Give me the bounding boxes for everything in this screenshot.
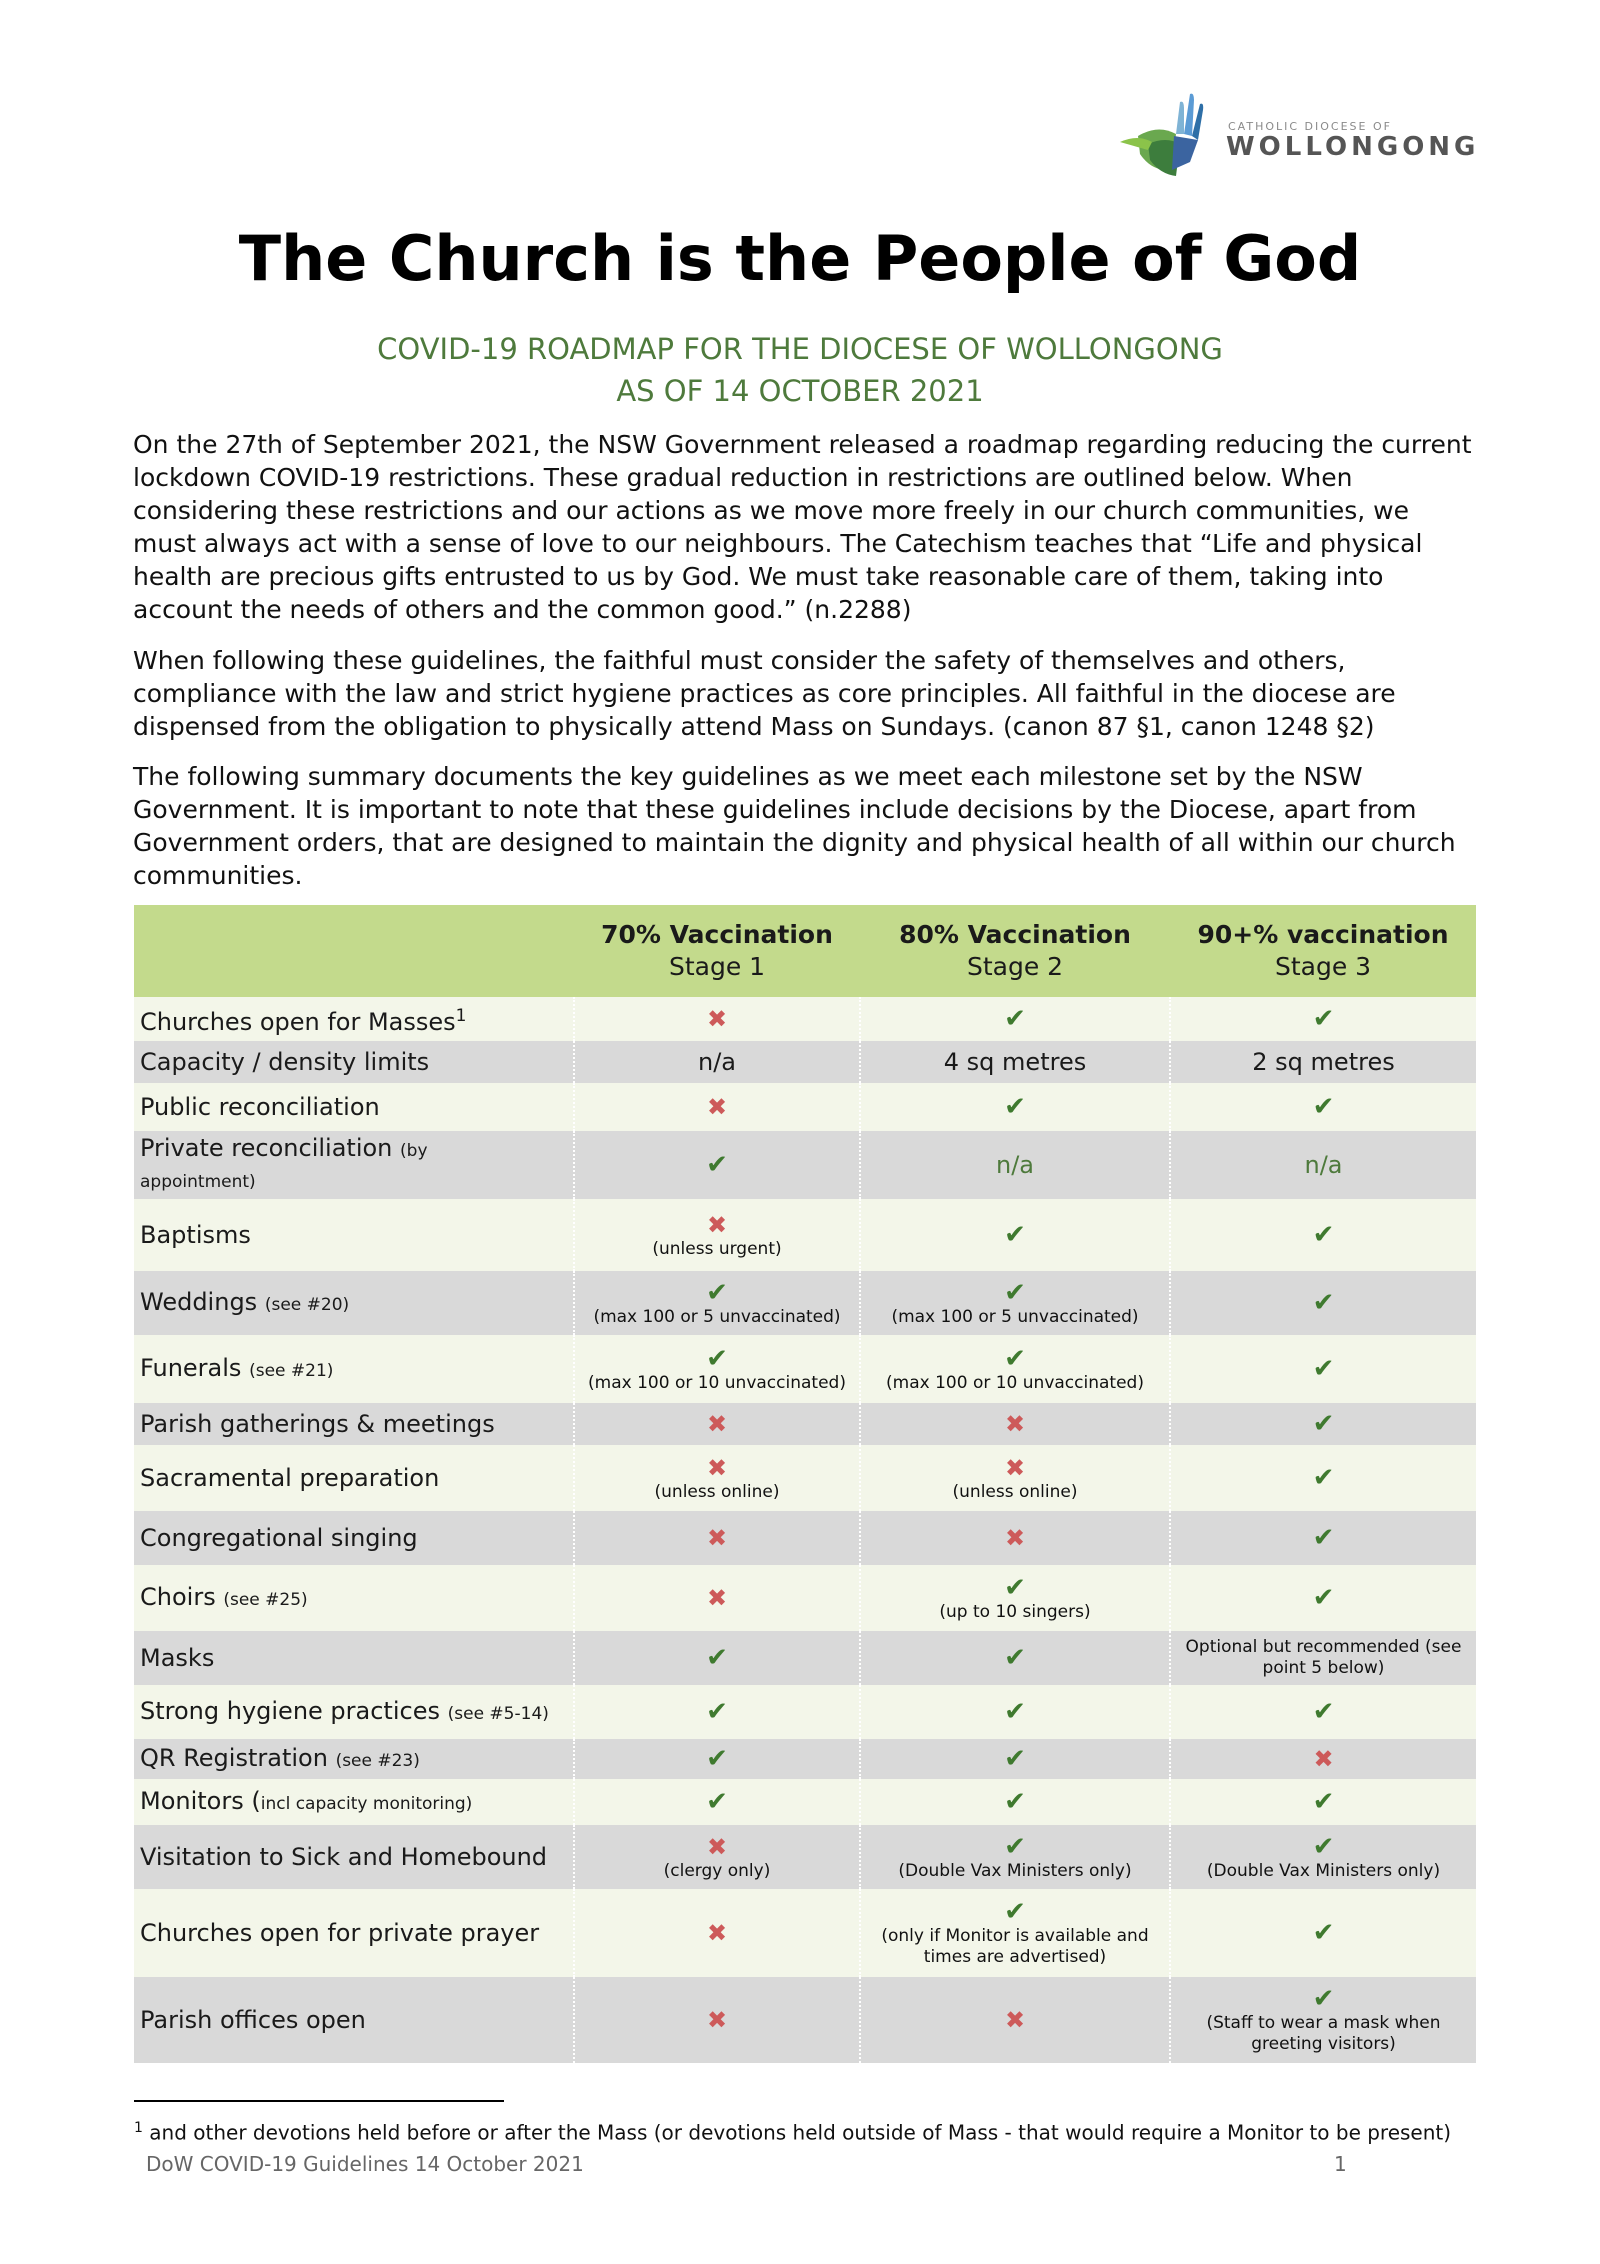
row-label-text: Churches open for Masses: [140, 1008, 456, 1036]
stage-1-cell: [574, 1685, 860, 1739]
cross-icon: ✖: [1004, 1453, 1026, 1482]
table-body: [134, 997, 1476, 2063]
check-icon: ✔: [1004, 1220, 1026, 1250]
guidelines-paragraph: When following these guidelines, the faithful must consider the safety of themselves and others, compliance with the law and strict hygiene practices as core principles. All faithful in the diocese are dispensed from the obligation to physically attend Mass on Sundays. (canon 87 §1, canon 1248 §2): [133, 646, 1396, 741]
footnote-mark: 1: [134, 2120, 143, 2136]
row-label: [134, 1445, 574, 1511]
table-row: [134, 1403, 1476, 1445]
check-icon: ✔: [1004, 1572, 1026, 1603]
cell-note: (max 100 or 5 unvaccinated): [891, 1306, 1139, 1327]
stage-1-cell: [574, 1889, 860, 1977]
table-row: [134, 1685, 1476, 1739]
check-icon: ✔: [1004, 1343, 1026, 1374]
stage-3-cell: [1170, 1739, 1476, 1779]
row-label-note: (see #21): [249, 1360, 334, 1381]
check-icon: ✔: [1312, 1583, 1335, 1613]
stage-2-cell: [860, 1631, 1170, 1685]
cell-value: n/a: [697, 1048, 736, 1076]
stage-1-cell: [574, 1511, 860, 1565]
stage-3-cell: [1170, 1565, 1476, 1631]
check-icon: ✔: [1312, 1354, 1335, 1384]
footer-page-number: 1: [1334, 2152, 1347, 2176]
cell-note: (max 100 or 10 unvaccinated): [588, 1372, 846, 1393]
row-label-note: (by: [400, 1141, 428, 1161]
stage-1-cell: [574, 1631, 860, 1685]
row-label: [134, 1631, 574, 1685]
check-icon: ✔: [706, 1643, 728, 1673]
check-icon: ✔: [1004, 1831, 1026, 1862]
stage-2-cell: [860, 1445, 1170, 1511]
cross-icon: ✖: [706, 1524, 728, 1552]
row-label-text: QR Registration: [140, 1743, 328, 1772]
cell-value: 2 sq metres: [1252, 1048, 1395, 1076]
stage-3-cell: [1170, 1403, 1476, 1445]
row-label: [134, 997, 574, 1041]
cross-icon: ✖: [706, 1584, 728, 1612]
check-icon: ✔: [1312, 1831, 1335, 1862]
stage-3-cell: [1170, 1511, 1476, 1565]
page-subtitle: [0, 328, 1600, 412]
row-label-note: (see #25): [223, 1589, 308, 1610]
stage-1-cell: [574, 1825, 860, 1889]
check-icon: ✔: [1004, 1787, 1026, 1817]
check-icon: ✔: [1312, 1463, 1335, 1493]
row-label-text: Parish gatherings & meetings: [140, 1410, 495, 1438]
stage-3-cell: [1170, 1631, 1476, 1685]
row-label-text: Visitation to Sick and Homebound: [140, 1843, 548, 1871]
table-row: [134, 997, 1476, 1041]
stage-1-cell: [574, 1739, 860, 1779]
cross-icon: ✖: [1004, 2006, 1026, 2034]
check-icon: ✔: [706, 1277, 728, 1308]
cell-note: (clergy only): [663, 1860, 771, 1881]
check-icon: ✔: [1004, 1697, 1026, 1727]
table-row: [134, 1445, 1476, 1511]
stage-2-cell: [860, 1565, 1170, 1631]
cell-note: (only if Monitor is available and times are advertised): [881, 1926, 1149, 1967]
cell-note: (max 100 or 10 unvaccinated): [886, 1372, 1144, 1393]
row-label-footnote-mark: 1: [455, 1006, 467, 1026]
cell-note: (Double Vax Ministers only): [898, 1860, 1132, 1881]
check-icon: ✔: [706, 1343, 728, 1374]
stage-1-cell: [574, 1271, 860, 1335]
row-label: [134, 1977, 574, 2063]
cell-note: (max 100 or 5 unvaccinated): [593, 1306, 841, 1327]
hands-logo-icon: [1118, 84, 1218, 184]
check-icon: ✔: [1312, 1409, 1335, 1439]
table-row: [134, 1083, 1476, 1131]
check-icon: ✔: [1312, 1918, 1335, 1948]
row-label: [134, 1335, 574, 1403]
row-label: [134, 1511, 574, 1565]
stage-2-cell: [860, 1335, 1170, 1403]
cell-value: Optional but recommended (see point 5 below): [1185, 1637, 1462, 1678]
cross-icon: ✖: [706, 1410, 728, 1438]
row-label: [134, 1565, 574, 1631]
stage-2-cell: [860, 1131, 1170, 1199]
row-label: [134, 1271, 574, 1335]
stage-3-cell: [1170, 1335, 1476, 1403]
row-label: [134, 1199, 574, 1271]
stage-3-cell: [1170, 1083, 1476, 1131]
row-label-note-continued: appointment): [140, 1172, 256, 1192]
table-row: [134, 1889, 1476, 1977]
row-label-text: Funerals: [140, 1353, 242, 1382]
cross-icon: ✖: [706, 1832, 728, 1861]
cross-icon: ✖: [1004, 1410, 1026, 1438]
cell-note: (unless online): [654, 1481, 780, 1502]
row-label-text: Monitors (: [140, 1786, 261, 1815]
row-label: [134, 1889, 574, 1977]
stage-1-cell: [574, 1041, 860, 1083]
cell-value: n/a: [995, 1151, 1034, 1179]
cell-note: (up to 10 singers): [939, 1601, 1091, 1622]
row-label: [134, 1403, 574, 1445]
footnote-divider: [134, 2100, 504, 2102]
stage-1-cell: [574, 1779, 860, 1825]
row-label-text: Baptisms: [140, 1221, 251, 1249]
table-row: [134, 1825, 1476, 1889]
stage-2-cell: [860, 1403, 1170, 1445]
stage-1-cell: [574, 1565, 860, 1631]
roadmap-table: [134, 905, 1476, 2063]
table-row: [134, 1631, 1476, 1685]
check-icon: ✔: [1004, 1744, 1026, 1774]
stage-3-cell: [1170, 1889, 1476, 1977]
row-label-text: Masks: [140, 1644, 215, 1672]
stage-2-cell: [860, 1825, 1170, 1889]
cross-icon: ✖: [706, 2006, 728, 2034]
stage-1-cell: [574, 1335, 860, 1403]
check-icon: ✔: [706, 1787, 728, 1817]
check-icon: ✔: [1312, 1092, 1335, 1122]
header-blank: [134, 905, 574, 997]
stage-2-cell: [860, 1083, 1170, 1131]
table-row: [134, 1199, 1476, 1271]
check-icon: ✔: [1004, 1643, 1026, 1673]
row-label: [134, 1779, 574, 1825]
stage-1-cell: [574, 1977, 860, 2063]
row-label-text: Weddings: [140, 1287, 258, 1316]
stage-2-cell: [860, 1889, 1170, 1977]
diocese-logo: [1118, 84, 1478, 184]
footnote: [134, 2120, 1451, 2145]
table-row: [134, 1335, 1476, 1403]
row-label-text: Private reconciliation: [140, 1134, 393, 1162]
header-stage-1: 70% Vaccination Stage 1: [574, 905, 860, 997]
check-icon: ✔: [1312, 1984, 1335, 2014]
row-label-text: Choirs: [140, 1582, 216, 1611]
row-label: [134, 1685, 574, 1739]
logo-title: WOLLONGONG: [1226, 132, 1480, 162]
stage-2-cell: [860, 1977, 1170, 2063]
stage-2-cell: [860, 997, 1170, 1041]
intro-paragraph: On the 27th of September 2021, the NSW Government released a roadmap regarding reducing the current lockdown COVID-19 restrictions. These gradual reduction in restrictions are outlined below. When considering these restrictions and our actions as we move more freely in our church communities, we must always act with a sense of love to our neighbours. The Catechism teaches that “Life and physical health are precious gifts entrusted to us by God. We must take reasonable care of them, taking into account the needs of others and the common good.” (n.2288): [133, 430, 1472, 624]
check-icon: ✔: [1312, 1523, 1335, 1553]
table-row: [134, 1977, 1476, 2063]
stage-3-cell: [1170, 1271, 1476, 1335]
header-stage-2: 80% Vaccination Stage 2: [860, 905, 1170, 997]
row-label-text: Strong hygiene practices: [140, 1696, 440, 1725]
check-icon: ✔: [1312, 1787, 1335, 1817]
stage-2-cell: [860, 1199, 1170, 1271]
check-icon: ✔: [1004, 1004, 1026, 1034]
check-icon: ✔: [1312, 1004, 1335, 1034]
check-icon: ✔: [1004, 1092, 1026, 1122]
stage-2-cell: [860, 1271, 1170, 1335]
cross-icon: ✖: [706, 1005, 728, 1033]
logo-subtitle: CATHOLIC DIOCESE OF: [1228, 120, 1392, 133]
check-icon: ✔: [706, 1744, 728, 1774]
row-label: [134, 1131, 574, 1199]
check-icon: ✔: [706, 1697, 728, 1727]
check-icon: ✔: [1004, 1277, 1026, 1308]
check-icon: ✔: [1312, 1697, 1335, 1727]
stage-3-cell: [1170, 1685, 1476, 1739]
stage-1-cell: [574, 1445, 860, 1511]
stage-3-cell: [1170, 1199, 1476, 1271]
stage-1-cell: [574, 1083, 860, 1131]
table-row: [134, 1565, 1476, 1631]
page-title: The Church is the People of God: [238, 222, 1362, 295]
row-label-text: Capacity / density limits: [140, 1048, 430, 1076]
footnote-text: and other devotions held before or after the Mass (or devotions held outside of Mass - that would require a Monitor to be present): [142, 2120, 1452, 2145]
stage-3-cell: [1170, 1977, 1476, 2063]
stage-1-cell: [574, 1403, 860, 1445]
table-row: [134, 1271, 1476, 1335]
cell-note: (Staff to wear a mask when greeting visitors): [1206, 2013, 1441, 2054]
table-row: [134, 1511, 1476, 1565]
cell-note: (unless online): [952, 1481, 1078, 1502]
stage-1-cell: [574, 1199, 860, 1271]
cross-icon: ✖: [706, 1453, 728, 1482]
check-icon: ✔: [1004, 1897, 1026, 1927]
cell-value: 4 sq metres: [943, 1048, 1087, 1076]
stage-3-cell: [1170, 997, 1476, 1041]
cross-icon: ✖: [1004, 1524, 1026, 1552]
cross-icon: ✖: [706, 1093, 728, 1121]
row-label-note: (see #23): [335, 1750, 420, 1771]
summary-paragraph: The following summary documents the key guidelines as we meet each milestone set by the NSW Government. It is important to note that these guidelines include decisions by the Diocese, apart from Government orders, that are designed to maintain the dignity and physical health of all within our church communities.: [133, 762, 1456, 890]
stage-1-cell: [574, 997, 860, 1041]
cell-note: (Double Vax Ministers only): [1206, 1860, 1441, 1881]
stage-3-cell: [1170, 1041, 1476, 1083]
table-row: [134, 1041, 1476, 1083]
stage-2-cell: [860, 1511, 1170, 1565]
header-stage-3: 90+% vaccination Stage 3: [1170, 905, 1476, 997]
row-label-text: Parish offices open: [140, 2006, 366, 2034]
stage-3-cell: [1170, 1779, 1476, 1825]
check-icon: ✔: [1312, 1220, 1335, 1250]
stage-3-cell: [1170, 1825, 1476, 1889]
cell-note: (unless urgent): [652, 1238, 782, 1259]
stage-2-cell: [860, 1685, 1170, 1739]
footer-document-name: DoW COVID-19 Guidelines 14 October 2021: [146, 2152, 584, 2176]
subtitle-line-1: COVID-19 ROADMAP FOR THE DIOCESE OF WOLLONGONG: [377, 332, 1223, 366]
stage-2-cell: [860, 1041, 1170, 1083]
row-label-text: Public reconciliation: [140, 1093, 380, 1121]
row-label-note: (see #20): [264, 1294, 350, 1315]
table-row: [134, 1131, 1476, 1199]
row-label-text: Congregational singing: [140, 1524, 418, 1552]
stage-2-cell: [860, 1779, 1170, 1825]
cell-value: n/a: [1304, 1151, 1343, 1179]
table-row: [134, 1739, 1476, 1779]
row-label-text: Churches open for private prayer: [140, 1919, 540, 1947]
table-header-row: [134, 905, 1476, 997]
check-icon: ✔: [1312, 1288, 1335, 1318]
cross-icon: ✖: [706, 1919, 728, 1947]
row-label: [134, 1083, 574, 1131]
cross-icon: ✖: [706, 1210, 728, 1239]
stage-3-cell: [1170, 1131, 1476, 1199]
table-row: [134, 1779, 1476, 1825]
row-label-note: incl capacity monitoring): [260, 1793, 473, 1814]
row-label: [134, 1739, 574, 1779]
row-label: [134, 1041, 574, 1083]
cross-icon: ✖: [1313, 1745, 1334, 1773]
stage-1-cell: [574, 1131, 860, 1199]
stage-2-cell: [860, 1739, 1170, 1779]
check-icon: ✔: [706, 1150, 728, 1180]
subtitle-line-2: AS OF 14 OCTOBER 2021: [616, 374, 984, 408]
stage-3-cell: [1170, 1445, 1476, 1511]
row-label-note: (see #5-14): [447, 1703, 549, 1724]
row-label: [134, 1825, 574, 1889]
row-label-text: Sacramental preparation: [140, 1464, 440, 1492]
